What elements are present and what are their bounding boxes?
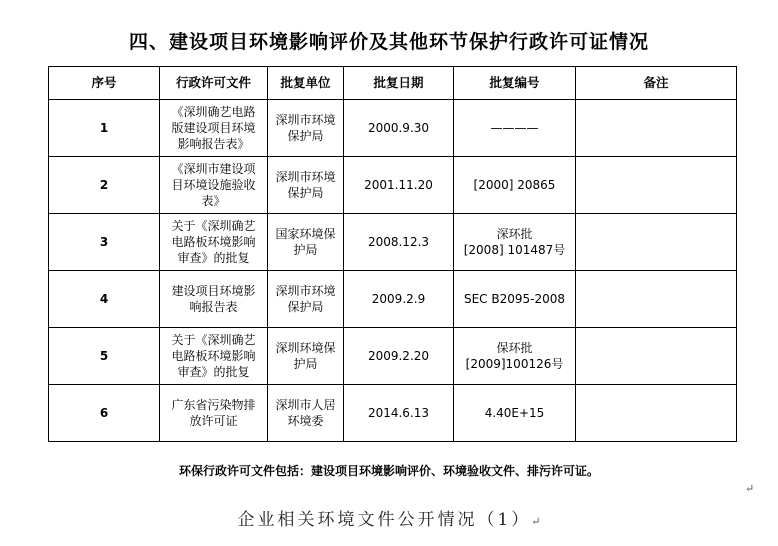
remark-cell: [576, 100, 737, 157]
row-number: 5: [49, 328, 160, 385]
table-header-row: [49, 67, 737, 100]
row-number: 4: [49, 271, 160, 328]
approval-unit-line: 保护局: [287, 129, 324, 143]
footnote: 环保行政许可文件包括：建设项目环境影响评价、环境验收文件、排污许可证。: [178, 464, 599, 478]
permit-document-line: 版建设项目环境: [171, 121, 256, 135]
remark-cell: [576, 328, 737, 385]
permit-document-line: 影响报告表》: [177, 137, 250, 151]
header-cell: 备注: [576, 67, 737, 100]
approval-code-line: 深环批: [496, 227, 533, 241]
approval-unit-line: 护局: [293, 243, 318, 257]
table-row: [49, 271, 737, 328]
table-row: [49, 157, 737, 214]
remark-cell: [576, 214, 737, 271]
permit-document: [160, 385, 268, 442]
approval-code-line: [2008] 101487号: [463, 243, 566, 257]
remark-cell: [576, 157, 737, 214]
permit-document-line: 《深圳市建设项: [171, 162, 256, 176]
remark-cell: [576, 385, 737, 442]
approval-unit-line: 环境委: [287, 414, 324, 428]
approval-unit-line: 护局: [293, 357, 318, 371]
approval-date: 2000.9.30: [344, 100, 454, 157]
approval-unit: [268, 328, 344, 385]
approval-code: [454, 385, 576, 442]
paragraph-mark: ↵: [745, 482, 755, 495]
approval-code: [454, 271, 576, 328]
approval-unit-line: 保护局: [287, 300, 324, 314]
approval-unit-line: 深圳市人居: [275, 398, 336, 412]
approval-date: 2014.6.13: [344, 385, 454, 442]
permit-document: [160, 328, 268, 385]
approval-date: 2009.2.9: [344, 271, 454, 328]
caption-text: 企业相关环境文件公开情况（1）: [237, 510, 532, 530]
permit-document-line: 关于《深圳确艺: [171, 219, 256, 233]
figure-caption: [0, 505, 778, 530]
approval-code: [454, 328, 576, 385]
approval-code-line: 4.40E+15: [484, 406, 545, 420]
permit-document-line: 建设项目环境影: [171, 284, 256, 298]
approval-code-line: 保环批: [496, 341, 533, 355]
approval-unit-line: 深圳市环境: [275, 284, 336, 298]
permit-document-line: 放许可证: [189, 414, 238, 428]
permit-document-line: 目环境设施验收: [171, 178, 256, 192]
permit-document-line: 审查》的批复: [177, 365, 250, 379]
approval-date: 2001.11.20: [344, 157, 454, 214]
permit-document-line: 表》: [201, 194, 226, 208]
paragraph-mark: ↵: [531, 515, 541, 528]
approval-code-line: [2000] 20865: [473, 178, 556, 192]
approval-unit-line: 深圳市环境: [275, 170, 336, 184]
approval-date: 2008.12.3: [344, 214, 454, 271]
header-cell: 批复编号: [454, 67, 576, 100]
approval-unit-line: 国家环境保: [275, 227, 336, 241]
permit-document-line: 广东省污染物排: [171, 398, 256, 412]
approval-date: 2009.2.20: [344, 328, 454, 385]
approval-unit: [268, 157, 344, 214]
permit-document-line: 响报告表: [189, 300, 238, 314]
header-cell: 批复日期: [344, 67, 454, 100]
approval-unit: [268, 385, 344, 442]
header-cell: 序号: [49, 67, 160, 100]
permit-document-line: 关于《深圳确艺: [171, 333, 256, 347]
table-row: [49, 100, 737, 157]
permit-document-line: 审查》的批复: [177, 251, 250, 265]
approval-unit: [268, 100, 344, 157]
approval-code-line: ————: [490, 121, 539, 135]
approval-unit-line: 深圳市环境: [275, 113, 336, 127]
permit-document-line: 电路板环境影响: [171, 235, 256, 249]
page-title: 四、建设项目环境影响评价及其他环节保护行政许可证情况: [128, 31, 649, 53]
approval-code: [454, 100, 576, 157]
permit-document: [160, 271, 268, 328]
permit-document: [160, 214, 268, 271]
approval-code-line: [2009]100126号: [465, 357, 564, 371]
remark-cell: [576, 271, 737, 328]
row-number: 1: [49, 100, 160, 157]
permit-document-line: 《深圳确艺电路: [171, 105, 256, 119]
header-cell: 批复单位: [268, 67, 344, 100]
approval-unit: [268, 271, 344, 328]
row-number: 3: [49, 214, 160, 271]
table-row: [49, 385, 737, 442]
header-cell: 行政许可文件: [160, 67, 268, 100]
permit-document-line: 电路板环境影响: [171, 349, 256, 363]
table-body: [49, 100, 737, 442]
table-row: [49, 328, 737, 385]
approval-code: [454, 157, 576, 214]
approval-code-line: SEC B2095-2008: [463, 292, 566, 306]
row-number: 6: [49, 385, 160, 442]
approval-unit-line: 保护局: [287, 186, 324, 200]
approval-unit: [268, 214, 344, 271]
approval-code: [454, 214, 576, 271]
permits-table: [48, 66, 737, 442]
row-number: 2: [49, 157, 160, 214]
permit-document: [160, 100, 268, 157]
permit-document: [160, 157, 268, 214]
approval-unit-line: 深圳环境保: [275, 341, 336, 355]
table-row: [49, 214, 737, 271]
